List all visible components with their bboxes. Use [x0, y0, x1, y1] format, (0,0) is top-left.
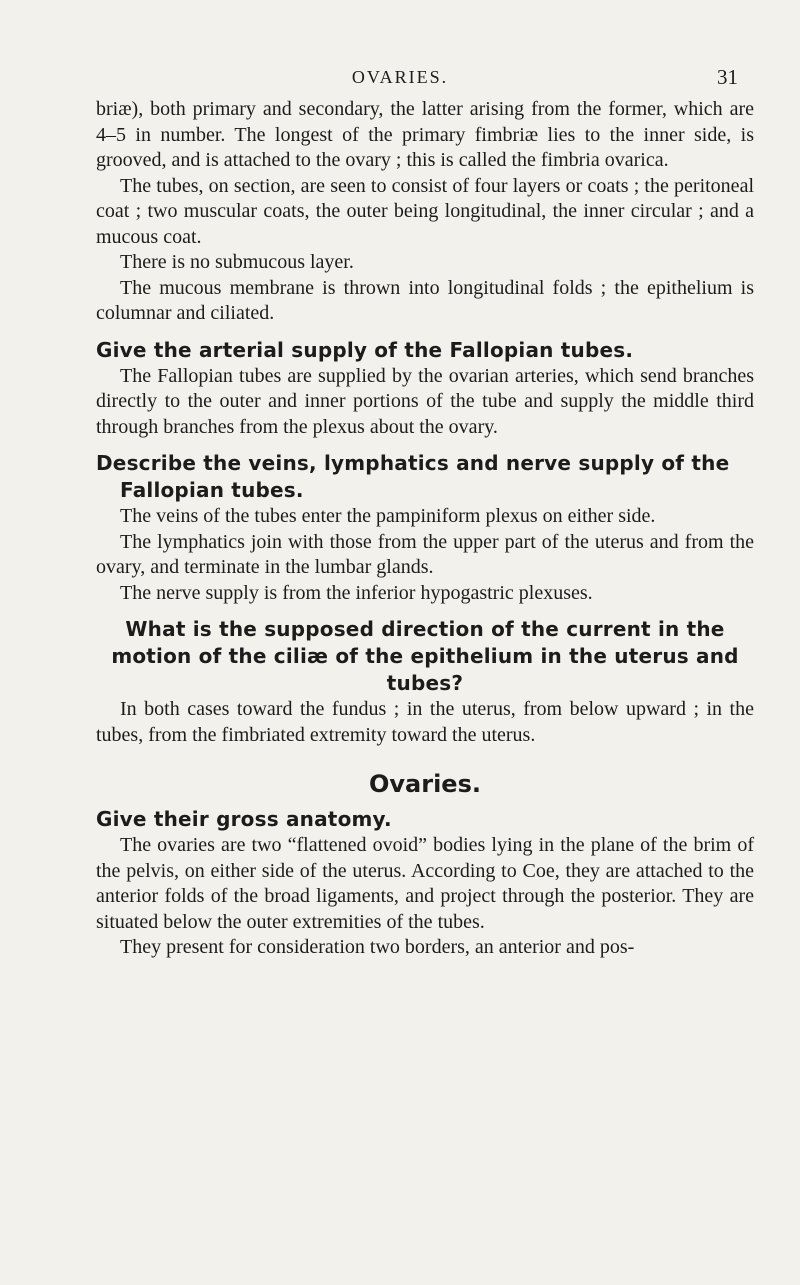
section-heading-ovaries: Ovaries. [369, 770, 481, 798]
paragraph-tube-layers: The tubes, on section, are seen to consist of four layers or coats ; the peritoneal coat ; two muscular coats, the outer being longitudinal, the inner circular ; and a mucous coat. [96, 174, 754, 248]
paragraph-fimbriae: briæ), both primary and secondary, the latter arising from the former, which are 4–5 in number. The longest of the primary fimbriæ lies to the inner side, is grooved, and is attached to the ovary ; this is called the fimbria ovarica. [96, 98, 754, 171]
paragraph-mucous-membrane: The mucous membrane is thrown into longitudinal folds ; the epithelium is columnar and ciliated. [96, 276, 754, 324]
question-veins-lymphatics-nerves: Describe the veins, lymphatics and nerve supply of the Fallopian tubes. [96, 451, 730, 502]
answer-lymphatics: The lymphatics join with those from the upper part of the uterus and from the ovary, and terminate in the lumbar glands. [96, 530, 754, 578]
answer-borders: They present for consideration two borders, an anterior and pos- [120, 936, 635, 958]
answer-veins: The veins of the tubes enter the pampiniform plexus on either side. [120, 505, 656, 527]
running-head [0, 64, 800, 90]
answer-arterial-supply: The Fallopian tubes are supplied by the ovarian arteries, which send branches directly to the outer and inner portions of the tube and supply the middle third through branches from the plexus about the ovary. [96, 364, 754, 438]
answer-nerve-supply: The nerve supply is from the inferior hypogastric plexuses. [120, 581, 593, 604]
question-gross-anatomy: Give their gross anatomy. [96, 807, 392, 831]
answer-gross-anatomy: The ovaries are two “flattened ovoid” bodies lying in the plane of the brim of the pelvis, on either side of the uterus. According to Coe, they are attached to the anterior folds of the broad ligaments, and project through the posterior. They are situated below the outer extremities of the tubes. [96, 834, 754, 933]
question-ciliary-current: What is the supposed direction of the current in the motion of the ciliæ of the epithelium in the uterus and tubes? [111, 617, 739, 695]
running-title: OVARIES. [351, 67, 449, 87]
paragraph-submucous: There is no submucous layer. [120, 251, 354, 273]
page-number: 31 [717, 65, 738, 89]
question-arterial-supply: Give the arterial supply of the Fallopian tubes. [96, 337, 634, 362]
page-body [96, 97, 754, 961]
answer-ciliary-current: In both cases toward the fundus ; in the uterus, from below upward ; in the tubes, from the fimbriated extremity toward the uterus. [96, 698, 754, 746]
